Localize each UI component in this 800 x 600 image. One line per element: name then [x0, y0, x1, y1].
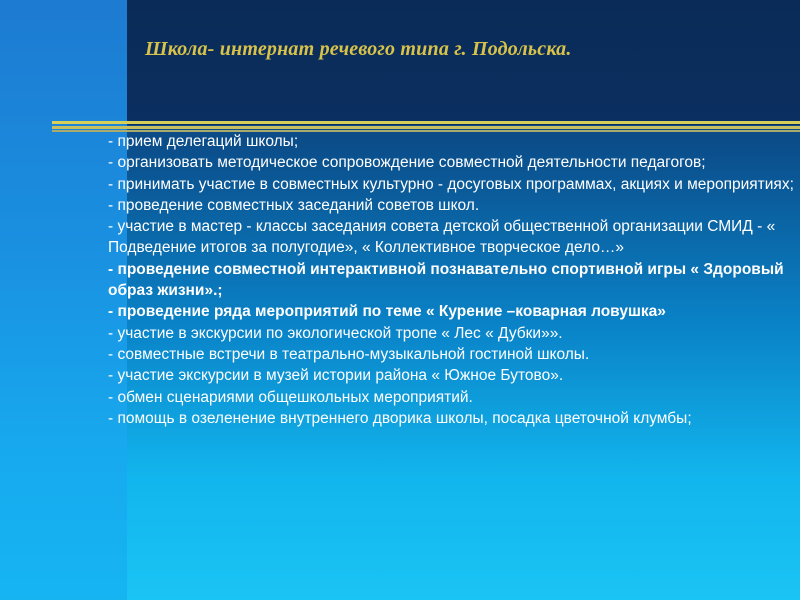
list-item-bold: - проведение ряда мероприятий по теме « Курение –коварная ловушка» [108, 303, 666, 321]
list-item: - принимать участие в совместных культурно - досуговых программах, акциях и мероприятиях; [108, 175, 794, 193]
divider-line [52, 126, 800, 129]
list-item-bold: - проведение совместной интерактивной познавательно спортивной игры « Здоровый образ жизни».; [108, 260, 784, 300]
slide-title: Школа- интернат речевого типа г. Подольска. [145, 38, 572, 60]
divider-line [52, 121, 800, 124]
list-item: - прием делегаций школы; [108, 133, 299, 150]
list-item: - организовать методическое сопровождение совместной деятельности педагогов; [108, 154, 706, 172]
list-item: - совместные встречи в театрально-музыкальной гостиной школы. [108, 345, 590, 363]
list-item: - участие в мастер - классы заседания совета детской общественной организации СМИД - « Подведение итогов за полугодие», « Коллективное творческое дело…» [108, 218, 776, 257]
list-item: - участие в экскурсии по экологической тропе « Лес « Дубки»». [108, 324, 563, 342]
list-item: - участие экскурсии в музей истории района « Южное Бутово». [108, 367, 564, 385]
list-item: - проведение совместных заседаний советов школ. [108, 196, 480, 214]
list-item: - обмен сценариями общешкольных мероприятий. [108, 388, 473, 406]
list-item: - помощь в озеленение внутреннего дворика школы, посадка цветочной клумбы; [108, 409, 692, 427]
slide-body [108, 131, 798, 429]
title-panel [127, 0, 800, 125]
